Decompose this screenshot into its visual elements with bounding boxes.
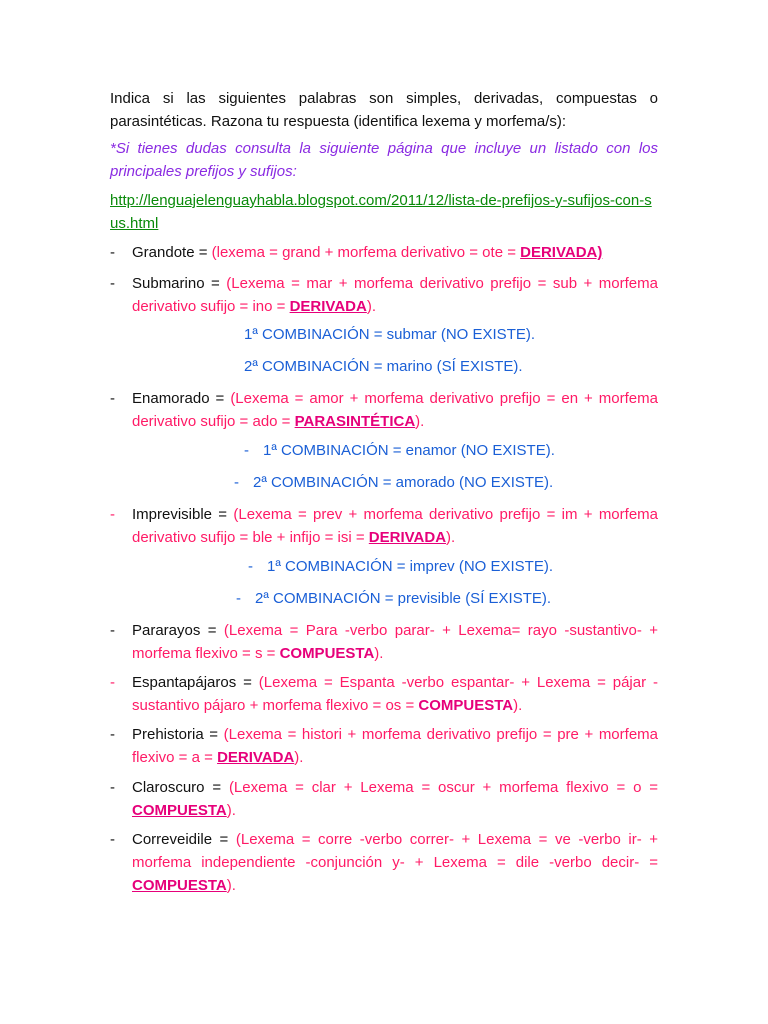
category-badge: DERIVADA [289,298,367,315]
instruction-text: Indica si las siguientes palabras son simples, derivadas, compuestas o parasintéticas. Razona tu respuesta (identifica lexema y morfema/s): [110,90,658,130]
list-dash: - [110,275,115,292]
category-badge: COMPUESTA [418,697,514,714]
list-dash: - [236,590,241,607]
combination-line: 2ª COMBINACIÓN = marino (SÍ EXISTE). [244,358,523,375]
word-analysis: (Lexema = prev + morfema derivativo prefijo = im + morfema derivativo sufijo = ble + infijo = isi = [132,506,658,546]
list-dash: - [110,506,115,523]
word-label: Espantapájaros = [132,674,259,691]
list-dash: - [110,831,115,848]
combination-line [244,439,555,462]
combination-text: 2ª COMBINACIÓN = amorado (NO EXISTE). [253,474,554,491]
help-note: *Si tienes dudas consulta la siguiente página que incluye un listado con los principales prefijos y sufijos: [110,140,658,180]
analysis-close: ). [415,413,425,430]
list-dash: - [110,390,115,407]
word-analysis: (Lexema = mar + morfema derivativo prefijo = sub + morfema derivativo sufijo = ino = [132,275,658,315]
list-dash: - [110,622,115,639]
list-dash: - [248,558,253,575]
combination-text: 1ª COMBINACIÓN = enamor (NO EXISTE). [263,442,555,459]
category-badge: DERIVADA [368,529,447,546]
analysis-close: ). [446,529,456,546]
list-dash: - [110,244,115,261]
list-dash: - [110,674,115,691]
analysis-close: ). [226,877,236,894]
list-dash: - [110,726,115,743]
word-label: Pararayos = [132,622,224,639]
word-label: Submarino = [132,275,227,292]
word-analysis: (Lexema = histori + morfema derivativo prefijo = pre + morfema flexivo = a = [132,726,658,766]
analysis-close: ). [226,802,236,819]
word-analysis: (Lexema = clar + Lexema = oscur + morfema flexivo = o = [228,779,658,796]
category-badge: PARASINTÉTICA [294,413,416,430]
category-badge: COMPUESTA [279,645,375,662]
analysis-close: ). [366,298,376,315]
word-analysis: (Lexema = Para -verbo parar- + Lexema= rayo -sustantivo- + morfema flexivo = s = [132,622,658,662]
word-analysis: (Lexema = amor + morfema derivativo prefijo = en + morfema derivativo sufijo = ado = [132,390,658,430]
category-badge: COMPUESTA [132,877,227,894]
combination-line [236,587,551,610]
word-analysis: (lexema = grand + morfema derivativo = ote = [211,244,521,261]
analysis-close: ). [513,697,523,714]
combination-text: 1ª COMBINACIÓN = imprev (NO EXISTE). [267,558,554,575]
word-label: Claroscuro = [132,779,229,796]
word-label: Enamorado = [132,390,231,407]
list-dash: - [234,474,239,491]
combination-line [248,555,553,578]
word-label: Imprevisible = [132,506,234,523]
combination-line: 1ª COMBINACIÓN = submar (NO EXISTE). [244,326,536,343]
word-analysis: (Lexema = Espanta -verbo espantar- + Lexema = pájar - sustantivo pájaro + morfema flexivo = os = [132,674,658,714]
list-dash: - [244,442,249,459]
reference-link[interactable]: http://lenguajelenguayhabla.blogspot.com/2011/12/lista-de-prefijos-y-sufijos-con-sus.html [110,192,652,232]
analysis-close: ). [374,645,384,662]
word-label: Grandote = [132,244,212,261]
category-badge: DERIVADA [217,749,295,766]
list-dash: - [110,779,115,796]
category-badge: DERIVADA) [520,244,603,261]
word-analysis: (Lexema = corre -verbo correr- + Lexema = ve -verbo ir- + morfema independiente -conjunción y- + Lexema = dile -verbo decir- = [132,831,658,871]
combination-line [234,471,553,494]
word-label: Correveidile = [132,831,236,848]
combination-text: 2ª COMBINACIÓN = previsible (SÍ EXISTE). [255,590,552,607]
analysis-close: ). [294,749,304,766]
category-badge: COMPUESTA [132,802,227,819]
word-label: Prehistoria = [132,726,224,743]
